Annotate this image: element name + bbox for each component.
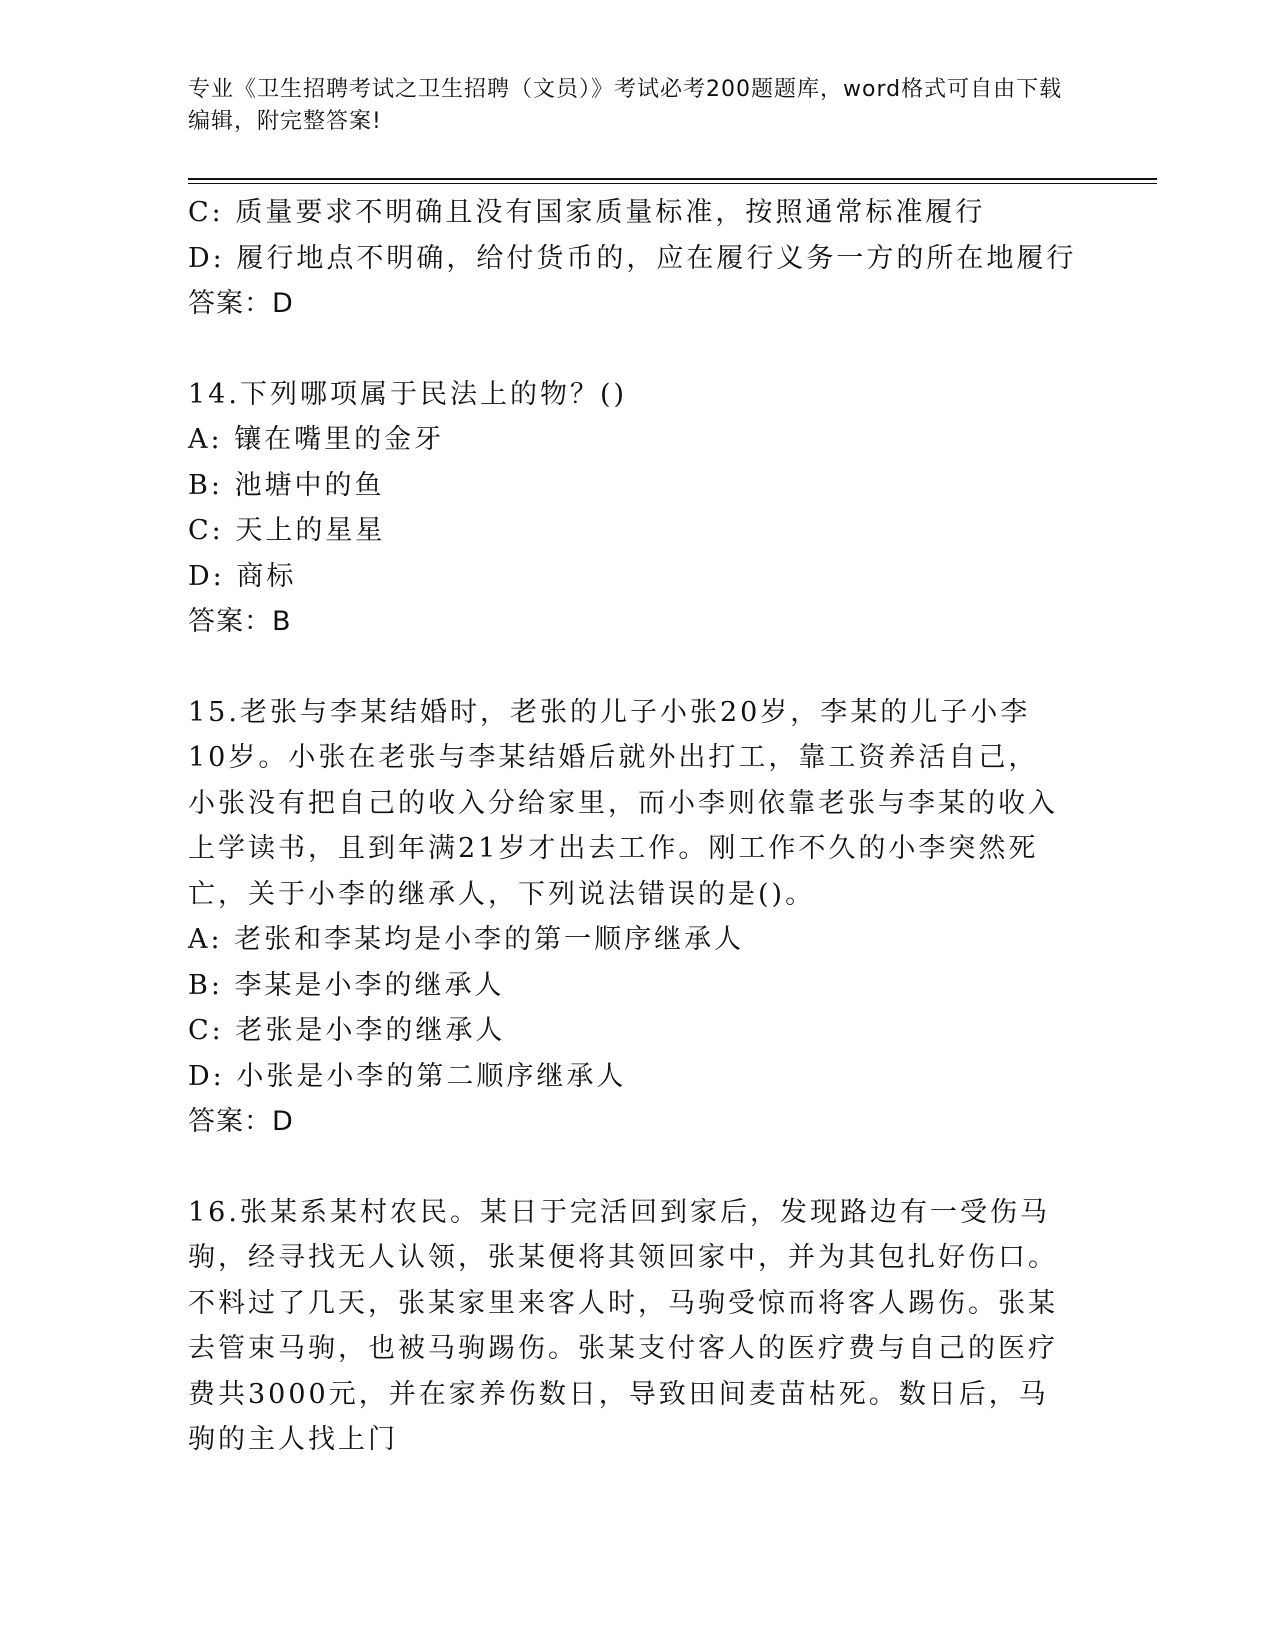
prev-option-c: C: 质量要求不明确且没有国家质量标准，按照通常标准履行 (188, 197, 986, 228)
q15-option-a: A: 老张和李某均是小李的第一顺序继承人 (188, 924, 745, 955)
question-content (188, 190, 1088, 1463)
spacer (188, 327, 1088, 372)
spacer (188, 1145, 1088, 1190)
q15-stem: 15.老张与李某结婚时，老张的儿子小张20岁，李某的儿子小李10岁。小张在老张与李某结婚后就外出打工，靠工资养活自己，小张没有把自己的收入分给家里，而小李则依靠老张与李某的收入上学读书，且到年满21岁才出去工作。刚工作不久的小李突然死亡，关于小李的继承人，下列说法错误的是()。 (188, 696, 1058, 910)
q14-option-a: A: 镶在嘴里的金牙 (188, 424, 445, 455)
header-divider (188, 178, 1157, 184)
q14-option-c: C: 天上的星星 (188, 515, 386, 546)
q15-answer: 答案：D (188, 1106, 294, 1137)
q15-option-d: D: 小张是小李的第二顺序继承人 (188, 1060, 627, 1092)
q14-option-d: D: 商标 (188, 560, 297, 592)
document-header: 专业《卫生招聘考试之卫生招聘（文员）》考试必考200题题库，word格式可自由下载编辑，附完整答案! (188, 77, 1063, 134)
q16-stem: 16.张某系某村农民。某日于完活回到家后，发现路边有一受伤马驹，经寻找无人认领，张某便将其领回家中，并为其包扎好伤口。不料过了几天，张某家里来客人时，马驹受惊而将客人踢伤。张某去管束马驹，也被马驹踢伤。张某支付客人的医疗费与自己的医疗费共3000元，并在家养伤数日，导致田间麦苗枯死。数日后，马驹的主人找上门 (188, 1196, 1058, 1455)
spacer (188, 645, 1088, 690)
q14-option-b: B: 池塘中的鱼 (188, 469, 385, 501)
q15-option-c: C: 老张是小李的继承人 (188, 1015, 506, 1046)
prev-option-d: D: 履行地点不明确，给付货币的，应在履行义务一方的所在地履行 (188, 242, 1077, 274)
q15-option-b: B: 李某是小李的继承人 (188, 969, 505, 1001)
q14-answer: 答案：B (188, 606, 292, 637)
q14-stem: 14.下列哪项属于民法上的物？() (188, 378, 628, 410)
prev-answer: 答案：D (188, 288, 294, 319)
